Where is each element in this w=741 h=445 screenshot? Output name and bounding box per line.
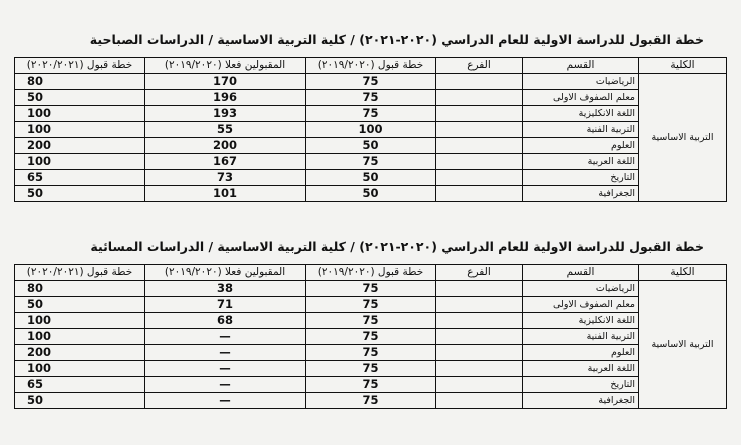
plan-2019-cell: 75	[306, 393, 436, 409]
plan-2019-cell: 100	[306, 122, 436, 138]
plan-2020-cell: 100	[15, 361, 145, 377]
plan-2019-cell: 75	[306, 377, 436, 393]
table-row	[15, 90, 727, 106]
table-row	[15, 297, 727, 313]
plan-2020-cell: 100	[15, 122, 145, 138]
branch-cell	[436, 281, 523, 297]
table-header-row	[15, 265, 727, 281]
table-row	[15, 361, 727, 377]
table-row	[15, 281, 727, 297]
branch-cell	[436, 393, 523, 409]
table-row	[15, 329, 727, 345]
accepted-cell: 73	[145, 170, 306, 186]
branch-cell	[436, 138, 523, 154]
department-cell: الجغرافية	[523, 393, 639, 409]
department-cell: معلم الصفوف الاولى	[523, 297, 639, 313]
college-name-cell: التربية الاساسية	[639, 281, 727, 409]
admission-plan-table	[14, 264, 727, 409]
header-branch: الفرع	[436, 58, 523, 74]
branch-cell	[436, 377, 523, 393]
accepted-cell: 38	[145, 281, 306, 297]
plan-2020-cell: 50	[15, 186, 145, 202]
plan-2019-cell: 75	[306, 90, 436, 106]
table-row	[15, 170, 727, 186]
header-accepted: المقبولين فعلا (٢٠١٩/٢٠٢٠)	[145, 58, 306, 74]
department-cell: التاريخ	[523, 170, 639, 186]
accepted-cell: 55	[145, 122, 306, 138]
header-department: القسم	[523, 58, 639, 74]
department-cell: الرياضيات	[523, 281, 639, 297]
header-college: الكلية	[639, 265, 727, 281]
accepted-cell: 68	[145, 313, 306, 329]
accepted-cell: —	[145, 361, 306, 377]
branch-cell	[436, 186, 523, 202]
department-cell: اللغة العربية	[523, 154, 639, 170]
header-plan-2020: خطة قبول (٢٠٢٠/٢٠٢١)	[15, 58, 145, 74]
plan-2019-cell: 75	[306, 329, 436, 345]
branch-cell	[436, 90, 523, 106]
table-row	[15, 122, 727, 138]
accepted-cell: 167	[145, 154, 306, 170]
admission-plan-table	[14, 57, 727, 202]
plan-2020-cell: 65	[15, 377, 145, 393]
plan-2020-cell: 50	[15, 393, 145, 409]
department-cell: التربية الفنية	[523, 122, 639, 138]
department-cell: التربية الفنية	[523, 329, 639, 345]
accepted-cell: 71	[145, 297, 306, 313]
department-cell: اللغة العربية	[523, 361, 639, 377]
header-department: القسم	[523, 265, 639, 281]
accepted-cell: 196	[145, 90, 306, 106]
plan-2020-cell: 100	[15, 154, 145, 170]
department-cell: اللغة الانكليزية	[523, 106, 639, 122]
branch-cell	[436, 297, 523, 313]
plan-2020-cell: 80	[15, 281, 145, 297]
plan-2020-cell: 50	[15, 90, 145, 106]
branch-cell	[436, 313, 523, 329]
plan-2019-cell: 75	[306, 281, 436, 297]
table-row	[15, 313, 727, 329]
accepted-cell: 101	[145, 186, 306, 202]
table-row	[15, 186, 727, 202]
table-row	[15, 154, 727, 170]
morning-studies-section	[14, 23, 726, 202]
plan-2020-cell: 80	[15, 74, 145, 90]
department-cell: العلوم	[523, 345, 639, 361]
college-name-cell: التربية الاساسية	[639, 74, 727, 202]
branch-cell	[436, 361, 523, 377]
plan-2019-cell: 75	[306, 106, 436, 122]
plan-2019-cell: 75	[306, 74, 436, 90]
plan-2019-cell: 50	[306, 186, 436, 202]
header-branch: الفرع	[436, 265, 523, 281]
department-cell: التاريخ	[523, 377, 639, 393]
evening-studies-section	[14, 230, 726, 409]
table-header-row	[15, 58, 727, 74]
header-plan-2019: خطة قبول (٢٠١٩/٢٠٢٠)	[306, 58, 436, 74]
plan-2019-cell: 75	[306, 313, 436, 329]
department-cell: معلم الصفوف الاولى	[523, 90, 639, 106]
branch-cell	[436, 154, 523, 170]
branch-cell	[436, 106, 523, 122]
accepted-cell: 193	[145, 106, 306, 122]
plan-2019-cell: 75	[306, 154, 436, 170]
header-accepted: المقبولين فعلا (٢٠١٩/٢٠٢٠)	[145, 265, 306, 281]
accepted-cell: 170	[145, 74, 306, 90]
section-title: خطة القبول للدراسة الاولية للعام الدراسي (٢٠٢٠-٢٠٢١) / كلية التربية الاساسية / الدراسات المسائية	[90, 239, 704, 254]
plan-2020-cell: 200	[15, 345, 145, 361]
header-plan-2019: خطة قبول (٢٠١٩/٢٠٢٠)	[306, 265, 436, 281]
branch-cell	[436, 345, 523, 361]
branch-cell	[436, 122, 523, 138]
plan-2019-cell: 50	[306, 138, 436, 154]
section-title: خطة القبول للدراسة الاولية للعام الدراسي (٢٠٢٠-٢٠٢١) / كلية التربية الاساسية / الدراسات الصباحية	[89, 32, 704, 47]
plan-2019-cell: 50	[306, 170, 436, 186]
branch-cell	[436, 74, 523, 90]
branch-cell	[436, 170, 523, 186]
plan-2020-cell: 65	[15, 170, 145, 186]
accepted-cell: —	[145, 377, 306, 393]
accepted-cell: —	[145, 329, 306, 345]
department-cell: اللغة الانكليزية	[523, 313, 639, 329]
table-row	[15, 377, 727, 393]
table-row	[15, 74, 727, 90]
department-cell: الرياضيات	[523, 74, 639, 90]
header-college: الكلية	[639, 58, 727, 74]
plan-2020-cell: 100	[15, 313, 145, 329]
plan-2020-cell: 100	[15, 329, 145, 345]
plan-2020-cell: 200	[15, 138, 145, 154]
table-row	[15, 106, 727, 122]
plan-2020-cell: 50	[15, 297, 145, 313]
plan-2019-cell: 75	[306, 361, 436, 377]
table-row	[15, 393, 727, 409]
table-row	[15, 138, 727, 154]
accepted-cell: 200	[145, 138, 306, 154]
accepted-cell: —	[145, 393, 306, 409]
accepted-cell: —	[145, 345, 306, 361]
plan-2019-cell: 75	[306, 345, 436, 361]
plan-2020-cell: 100	[15, 106, 145, 122]
header-plan-2020: خطة قبول (٢٠٢٠/٢٠٢١)	[15, 265, 145, 281]
department-cell: العلوم	[523, 138, 639, 154]
department-cell: الجغرافية	[523, 186, 639, 202]
table-row	[15, 345, 727, 361]
plan-2019-cell: 75	[306, 297, 436, 313]
branch-cell	[436, 329, 523, 345]
